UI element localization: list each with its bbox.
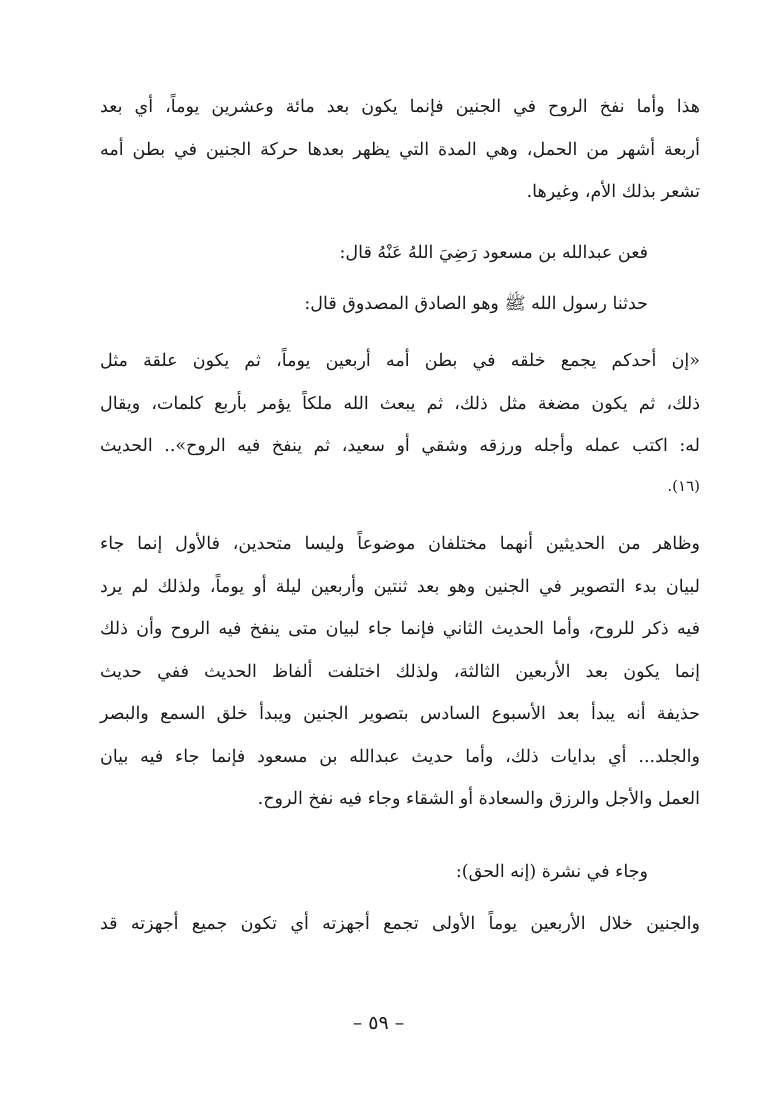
nashra-intro-line: وجاء في نشرة (إنه الحق): <box>455 862 648 882</box>
narration-chain <box>100 283 700 326</box>
paragraph-line: لبيان بدء التصوير في الجنين وهو بعد ثنتين وأربعين ليلة أو يوماً، ولذلك لم يرد <box>100 576 700 597</box>
paragraph-line: هذا وأما نفخ الروح في الجنين فإنما يكون بعد مائة وعشرين يوماً، أي بعد <box>100 97 700 117</box>
paragraph-fetus <box>100 903 700 946</box>
hadith-quote <box>100 340 700 504</box>
nashra-intro <box>100 851 700 894</box>
hadith-line: «إن أحدكم يجمع خلقه في بطن أمه أربعين يوماً، ثم يكون علقة مثل <box>100 351 700 371</box>
narration-intro-line: فعن عبدالله بن مسعود رَضِيَ اللهُ عَنْهُ قال: <box>339 243 648 263</box>
narration-intro <box>100 232 700 275</box>
paragraph-line: أربعة أشهر من الحمل، وهي المدة التي يظهر بعدها حركة الجنين في بطن أمه <box>100 139 700 160</box>
footnote-reference: (١٦). <box>667 476 700 495</box>
narration-chain-line: حدثنا رسول الله ﷺ وهو الصادق المصدوق قال: <box>304 294 648 314</box>
page-number: – ٥٩ – <box>352 1012 405 1034</box>
paragraph-nafkh-ruh <box>100 86 700 214</box>
paragraph-line: تشعر بذلك الأم، وغيرها. <box>526 182 700 202</box>
paragraph-line: العمل والأجل والرزق والسعادة أو الشقاء وجاء فيه نفخ الروح. <box>257 789 700 809</box>
paragraph-line: فيه ذكر للروح، وأما الحديث الثاني فإنما جاء لبيان متى ينفخ فيه الروح وأن ذلك <box>100 619 700 639</box>
paragraph-line: والجلد... أي بدايات ذلك، وأما حديث عبدالله بن مسعود فإنما جاء فيه بيان <box>100 746 700 767</box>
paragraph-line: حذيفة أنه يبدأ بعد الأسبوع السادس بتصوير الجنين ويبدأ خلق السمع والبصر <box>100 704 700 724</box>
hadith-line: ذلك، ثم يكون مضغة مثل ذلك، ثم يبعث الله ملكاً يؤمر بأربع كلمات، ويقال <box>100 393 700 414</box>
paragraph-line: إنما يكون بعد الأربعين الثالثة، ولذلك اختلفت ألفاظ الحديث ففي حديث <box>100 661 700 682</box>
paragraph-line: وظاهر من الحديثين أنهما مختلفان موضوعاً وليسا متحدين، فالأول إنما جاء <box>100 534 700 554</box>
hadith-line: له: اكتب عمله وأجله ورزقه وشقي أو سعيد، ثم ينفخ فيه الروح».. الحديث <box>100 436 700 456</box>
paragraph-line: والجنين خلال الأربعين يوماً الأولى تجمع أجهزته أي تكون جميع أجهزته قد <box>100 914 700 934</box>
paragraph-two-hadiths <box>100 523 700 821</box>
